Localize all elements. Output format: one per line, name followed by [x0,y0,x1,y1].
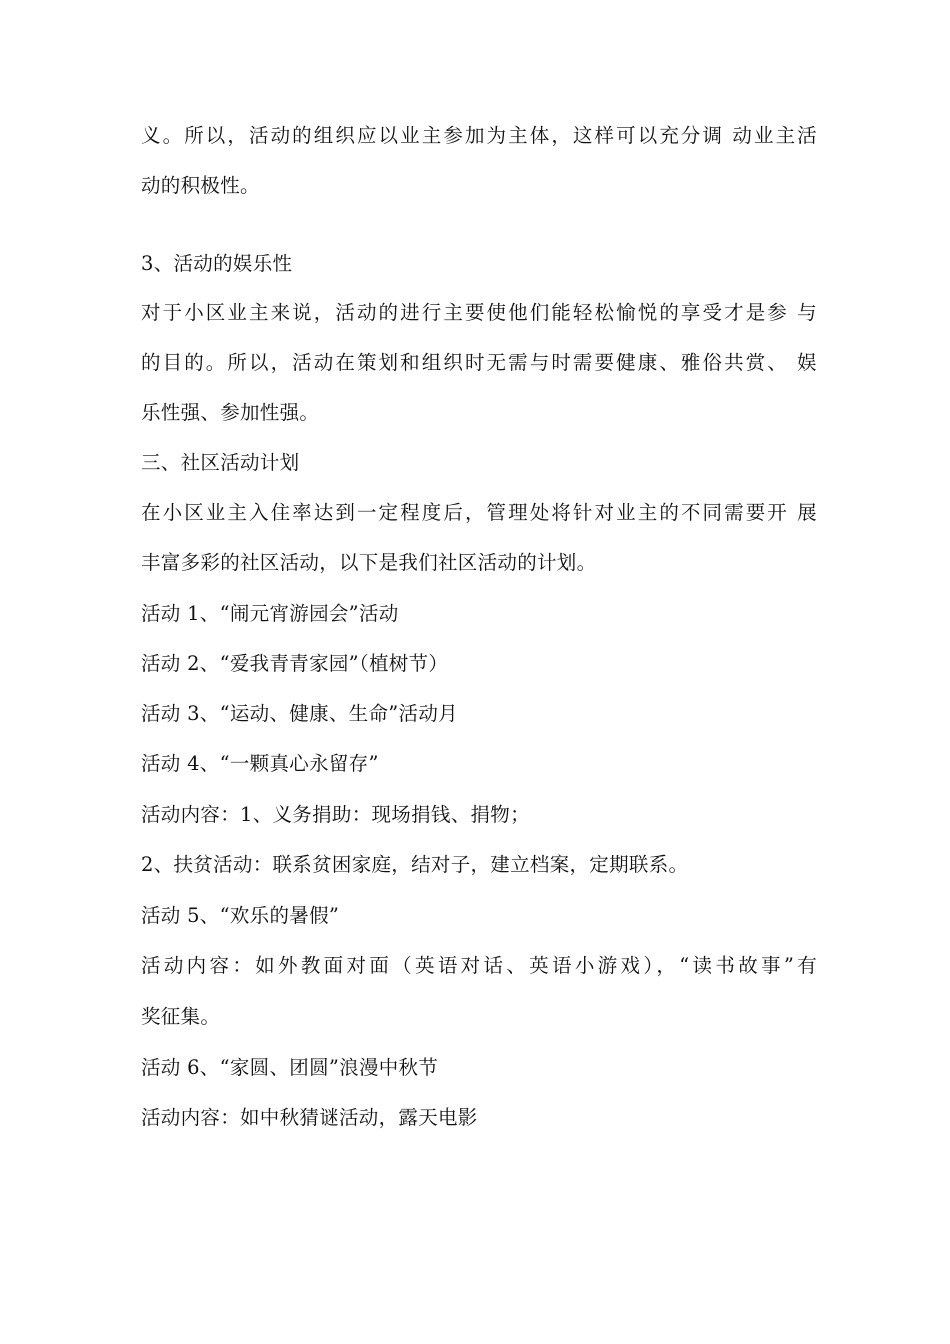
paragraph-line: 动的积极性。 [141,174,260,197]
activity-item: 活动 1、“闹元宵游园会”活动 [141,602,399,625]
paragraph-line: 的目的。所以，活动在策划和组织时无需与时需要健康、雅俗共赏、 娱 [141,351,817,374]
activity-item: 活动 5、“欢乐的暑假” [141,904,340,927]
activity-content: 奖征集。 [141,1005,221,1028]
activity-content: 活动内容：如中秋猜谜活动，露天电影 [141,1106,478,1129]
activity-item: 活动 4、“一颗真心永留存” [141,752,379,775]
paragraph-line: 乐性强、参加性强。 [141,401,320,424]
activity-item: 活动 3、“运动、健康、生命”活动月 [141,702,458,725]
activity-item: 活动 2、“爱我青青家园”（植树节） [141,652,449,675]
paragraph-line: 对于小区业主来说，活动的进行主要使他们能轻松愉悦的享受才是参 与 [141,301,817,324]
activity-content: 2、扶贫活动：联系贫困家庭，结对子，建立档案，定期联系。 [141,853,689,876]
paragraph-line: 丰富多彩的社区活动，以下是我们社区活动的计划。 [141,551,597,574]
activity-content: 活动内容：如外教面对面（英语对话、英语小游戏），“读书故事”有 [141,954,817,977]
section-heading: 三、社区活动计划 [141,451,300,474]
paragraph-line: 义。所以，活动的组织应以业主参加为主体，这样可以充分调 动业主活 [141,124,817,147]
section-heading: 3、活动的娱乐性 [141,252,293,275]
activity-content: 活动内容：1、义务捐助：现场捐钱、捐物； [141,803,530,826]
activity-item: 活动 6、“家圆、团圆”浪漫中秋节 [141,1056,439,1079]
paragraph-line: 在小区业主入住率达到一定程度后，管理处将针对业主的不同需要开 展 [141,501,817,524]
